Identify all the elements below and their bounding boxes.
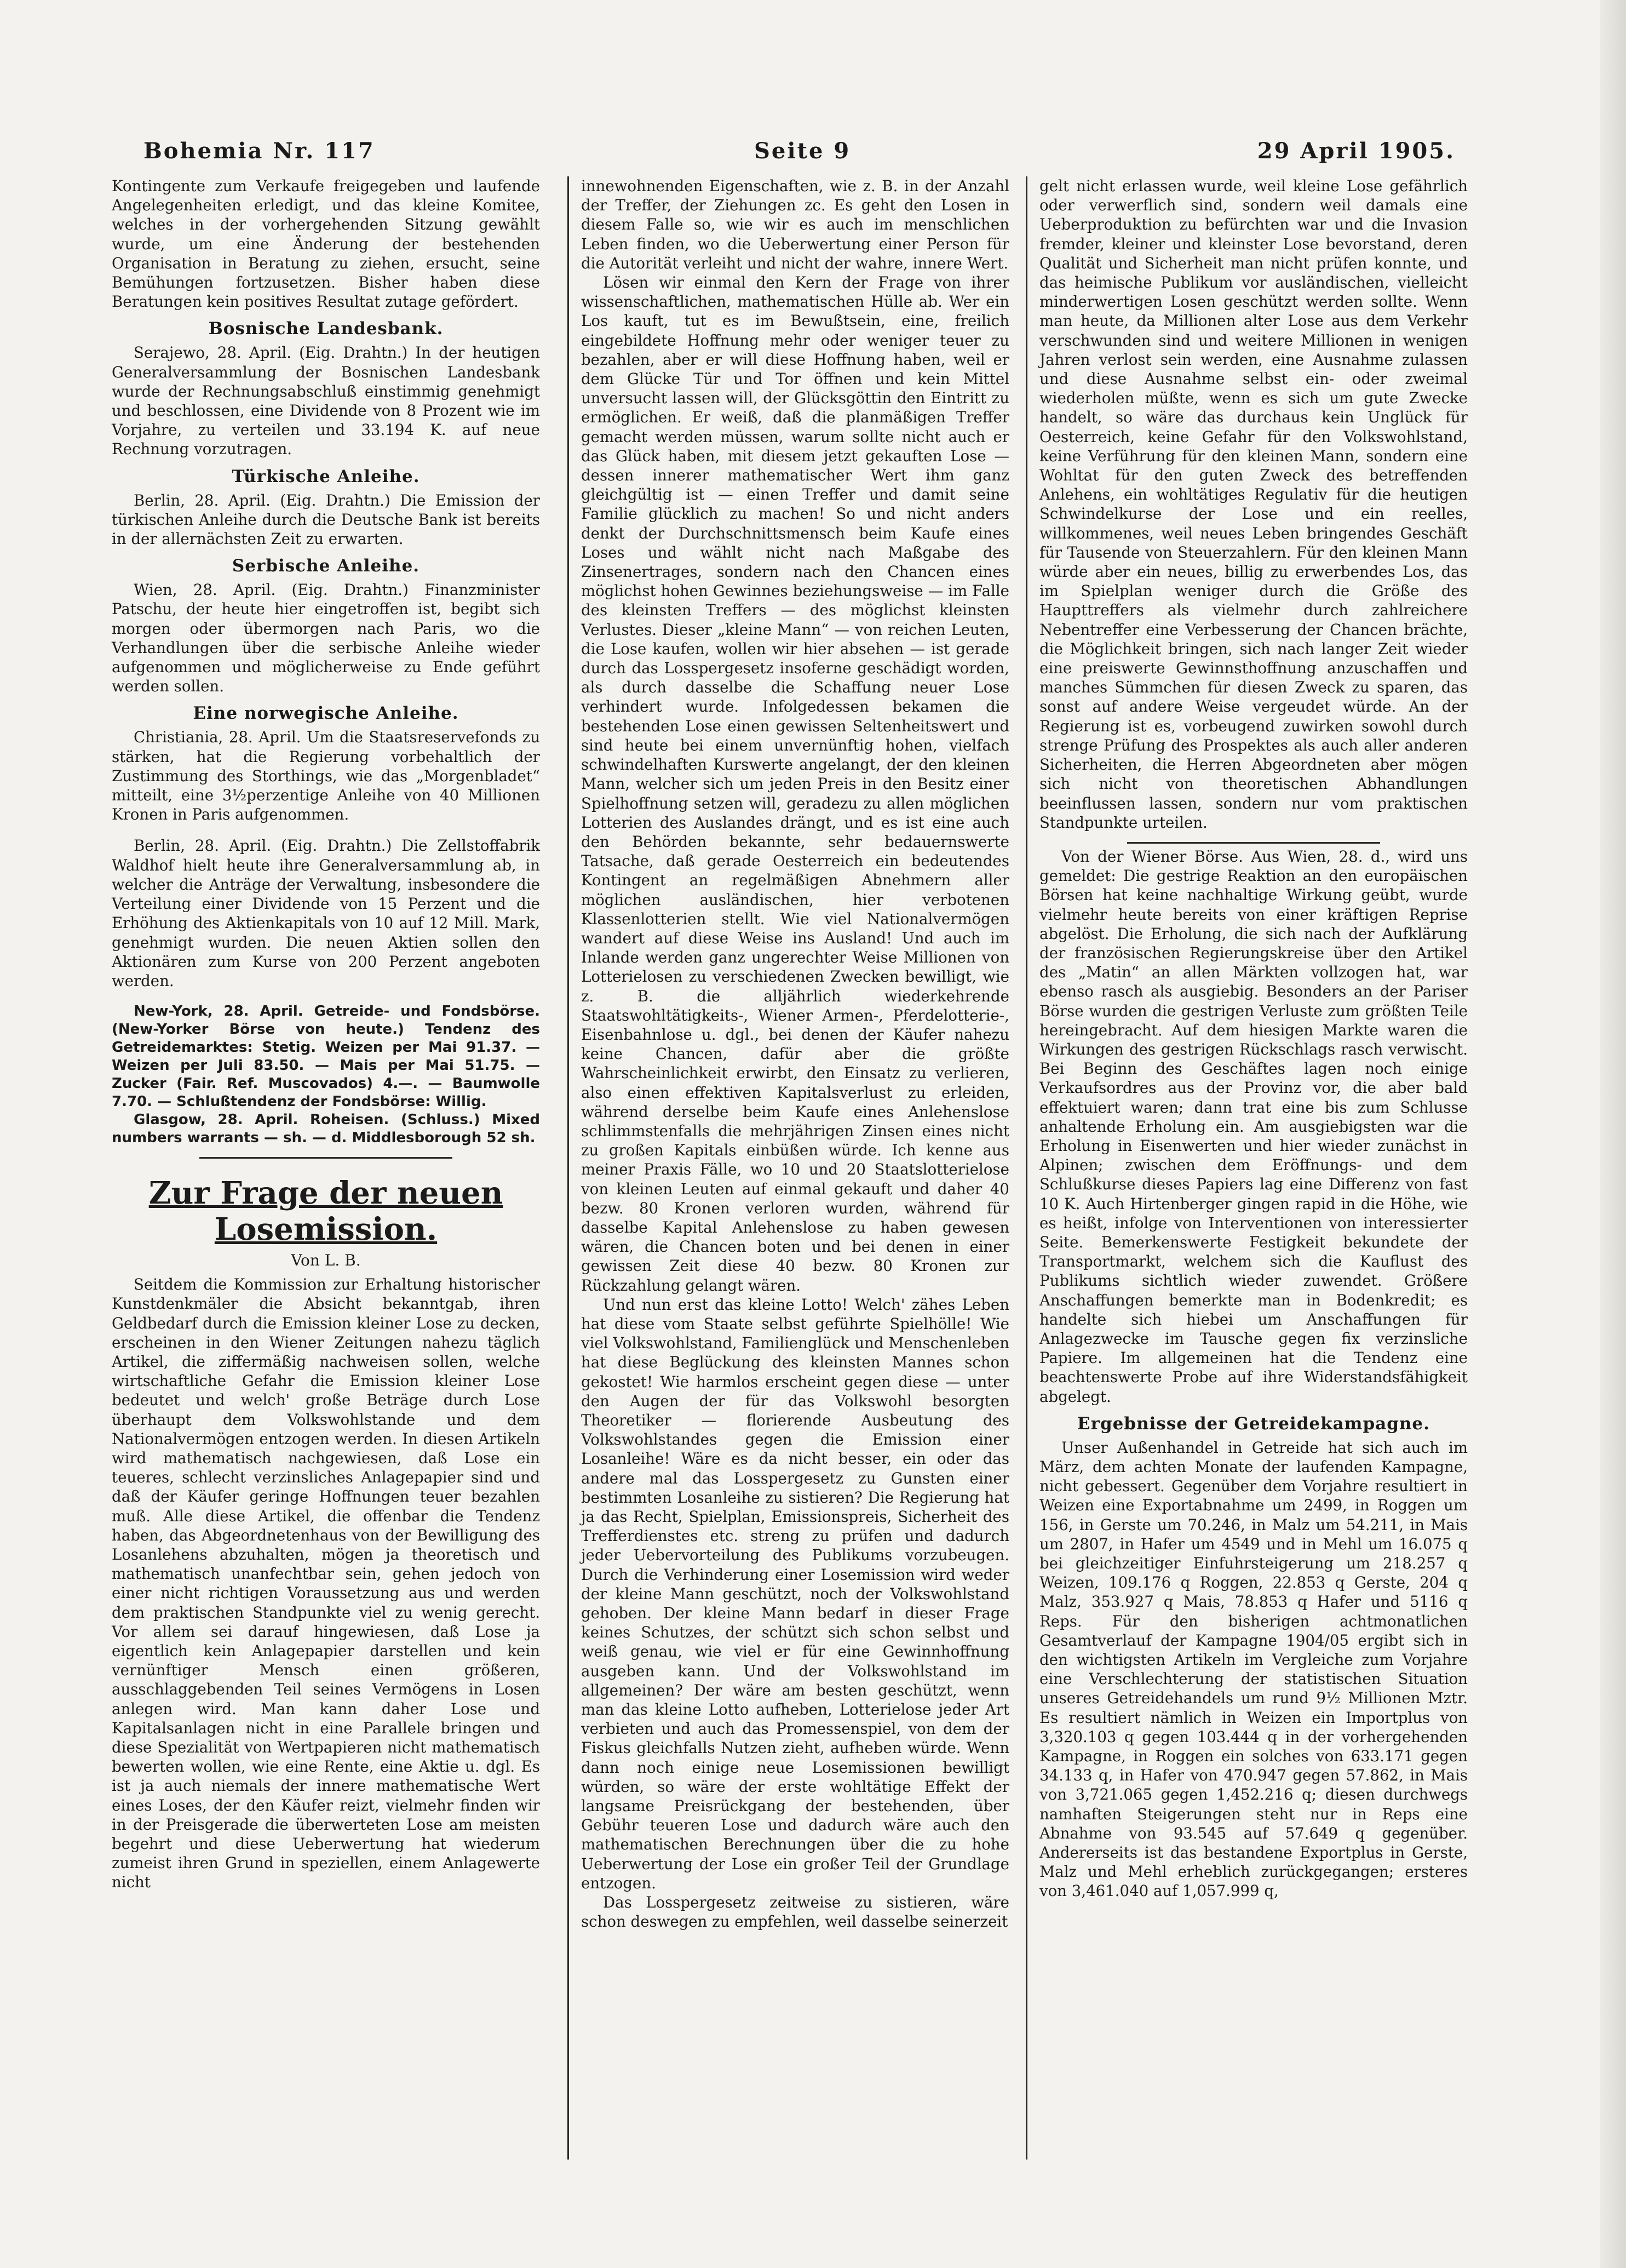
column-rule-1 — [567, 176, 569, 2160]
column-3 — [1039, 176, 1468, 1901]
article-serbische-anleihe: Wien, 28. April. (Eig. Drahtn.) Finanzminister Patschu, der heute hier eingetroffen ist, begibt sich morgen oder übermorgen nach Paris, wo die Verhandlungen über die serbische Anleihe wieder aufgenommen und möglicherweise zu Ende geführt werden sollen. — [112, 581, 540, 696]
article-wiener-boerse: Von der Wiener Börse. Aus Wien, 28. d., wird uns gemeldet: Die gestrige Reaktion an den europäischen Börsen hat keine nachhaltige Wirkung geübt, wurde vielmehr heute bereits von einer kräftigen Reprise abgelöst. Die Erholung, die sich nach der Aufklärung der französischen Regierungskreise über den Artikel des „Matin“ an allen Märkten vollzogen hat, war ebenso rasch als ausgiebig. Besonders an der Pariser Börse wurden die gestrigen Verluste zum größten Teile hereingebracht. Auf dem hiesigen Markte waren die Wirkungen des gestrigen Rückschlags rasch verwischt. Bei Beginn des Geschäftes lagen noch einige Verkaufsordres aus der Provinz vor, die aber bald effektuiert waren; dann trat eine bis zum Schlusse anhaltende Erholung ein. Am ausgiebigsten war die Erholung in Eisenwerten und hier wieder zunächst in Alpinen; zwischen dem Eröffnungs- und dem Schlußkurse dieses Papiers lag eine Differenz von fast 10 K. Auch Hirtenberger gingen rapid in die Höhe, wie es heißt, infolge von Interventionen von interessierter Seite. Bemerkenswerte Festigkeit bekundete der Transportmarkt, welchem sich die Kauflust des Publikums sichtlich wieder zuwendet. Größere Anschaffungen bemerkte man in Bodenkredit; es handelte sich hiebei um Anschaffungen für Anlagezwecke im Tausche gegen fix verzinsliche Papiere. Im allgemeinen hat die Tendenz eine beachtenswerte Probe auf ihre Widerstandsfähigkeit abgelegt. — [1039, 847, 1468, 1406]
header-date: 29 April 1905. — [1257, 138, 1455, 164]
article-losemission-part-3: Lösen wir einmal den Kern der Frage von ihrer wissenschaftlichen, mathematischen Hülle ab. Wer ein Los kauft, tut es im Bewußtsein, eine, freilich eingebildete Hoffnung mehr oder weniger teuer zu bezahlen, aber er will diese Hoffnung haben, weil er dem Glücke Tür und Tor öffnen und kein Mittel unversucht lassen will, der Glücksgöttin den Eintritt zu ermöglichen. Er weiß, daß die planmäßigen Treffer gemacht werden müssen, warum sollte nicht auch er das Glück haben, mit diesem jetzt gekauften Lose — dessen innerer mathematischer Wert ihm ganz gleichgültig ist — einen Treffer und damit seine Familie glücklich zu machen! So und nicht anders denkt der Durchschnittsmensch beim Kaufe eines Loses und wählt nicht nach Maßgabe des Zinsenertrages, sondern nach den Chancen eines möglichst hohen Gewinnes beziehungsweise — im Falle des kleinsten Treffers — des möglichst kleinsten Verlustes. Dieser „kleine Mann“ — von reichen Leuten, die Lose kaufen, wollen wir hier absehen — ist gerade durch das Losspergesetz insoferne geschädigt worden, als durch dasselbe die Schaffung neuer Lose verhindert wurde. Infolgedessen bekamen die bestehenden Lose einen gewissen Seltenheitswert und sind heute bei einem unvernünftig hohen, vielfach schwindelhaften Kurswerte angelangt, der den kleinen Mann, welcher sich um jeden Preis in den Besitz einer Spielhoffnung setzen will, geradezu zu allen möglichen Lotterien des Auslandes drängt, und es ist eine auch den Behörden bekannte, sehr bedauernswerte Tatsache, daß gerade Oesterreich ein bedeutendes Kontingent an regelmäßigen Abnehmern aller möglichen ausländischen, hier verbotenen Klassenlotterien stellt. Wie viel Nationalvermögen wandert auf diese Weise ins Ausland! Und auch im Inlande werden ganz ungerechter Weise Millionen von Lotterielosen zu verschiedenen Zwecken bewilligt, wie z. B. die alljährlich wiederkehrende Staatswohltätigkeits-, Wiener Armen-, Pferdelotterie-, Eisenbahnlose u. dgl., bei denen der Käufer nahezu keine Chancen, dafür aber die größte Wahrscheinlichkeit erwirbt, den Einsatz zu verlieren, also einen effektiven Kapitalsverlust zu erleiden, während derselbe beim Kaufe eines Anlehenslose schlimmstenfalls die mehrjährigen Zinsen eines nicht zu großen Kapitals einbüßen würde. Ich kenne aus meiner Praxis Fälle, wo 10 und 20 Staatslotterielose von kleinen Leuten auf einmal gekauft und daher 40 bezw. 80 Kronen verloren wurden, während für dasselbe Kapital Anlehenslose zu haben gewesen wären, die Chancen boten und bei denen in einer gewissen Zeit diese 40 bezw. 80 Kronen zur Rückzahlung gelangt wären. — [581, 273, 1009, 1295]
article-kontingente: Kontingente zum Verkaufe freigegeben und laufende Angelegenheiten erledigt, und das kleine Komitee, welches in der vorhergehenden Sitzung gewählt wurde, um eine Änderung der bestehenden Organisation in Beratung zu ziehen, ersucht, seine Bemühungen fortzusetzen. Bisher haben diese Beratungen kein positives Resultat zutage gefördert. — [112, 177, 540, 311]
article-norwegische-anleihe: Christiania, 28. April. Um die Staatsreservefonds zu stärken, hat die Regierung vorbehaltlich der Zustimmung des Storthings, wie das „Morgenbladet“ mitteilt, eine 3½perzentige Anleihe von 40 Millionen Kronen in Paris aufgenommen. — [112, 728, 540, 824]
heading-getreidekampagne: Ergebnisse der Getreidekampagne. — [1077, 1413, 1430, 1434]
heading-norwegische-anleihe: Eine norwegische Anleihe. — [193, 703, 459, 724]
article-losemission-part-2: innewohnenden Eigenschaften, wie z. B. in der Anzahl der Treffer, der Ziehungen zc. Es geht den Losen in diesem Falle so, wie wir es auch im menschlichen Leben finden, wo die Ueberwertung einer Person für die Autorität verleiht und nicht der wahre, innere Wert. — [581, 177, 1009, 272]
article-losemission-part-4: Und nun erst das kleine Lotto! Welch' zähes Leben hat diese vom Staate selbst geführte Spielhölle! Wie viel Volkswohlstand, Familienglück und Menschenleben hat diese Beglückung des kleinsten Mannes schon gekostet! Wie harmlos erscheint gegen diese — unter den Augen der für das Volkswohl besorgten Theoretiker — florierende Ausbeutung des Volkswohlstandes gegen die Emission einer Losanleihe! Wäre es da nicht besser, ein oder das andere mal das Losspergesetz zu Gunsten einer bestimmten Losanleihe zu sistieren? Die Regierung hat ja das Recht, Spielplan, Emissionspreis, Sicherheit des Trefferdienstes etc. streng zu prüfen und dadurch jeder Uebervorteilung des Publikums vorzubeugen. Durch die Verhinderung einer Losemission wird weder der kleine Mann geschützt, noch der Volkswohlstand gehoben. Der kleine Mann bedarf in dieser Frage keines Schutzes, der schützt sich schon selbst und weiß genau, wie viel er für eine Gewinnhoffnung ausgeben kann. Und der Volkswohlstand im allgemeinen? Der wäre am besten geschützt, wenn man das kleine Lotto aufheben, Lotterielose jeder Art verbieten und auch das Promessenspiel, von dem der Fiskus gleichfalls Nutzen zieht, aufheben würde. Wenn dann noch einige neue Losemissionen bewilligt würden, so wäre der erste wohltätige Effekt der langsame Preisrückgang der bestehenden, über Gebühr teueren Lose und dadurch wäre auch den mathematischen Berechnungen über die zu hohe Ueberwertung der Lose ein großer Teil der Grundlage entzogen. — [581, 1295, 1009, 1892]
article-tuerkische-anleihe: Berlin, 28. April. (Eig. Drahtn.) Die Emission der türkischen Anleihe durch die Deutsche Bank ist bereits in der allernächsten Zeit zu erwarten. — [112, 491, 540, 548]
heading-tuerkische-anleihe: Türkische Anleihe. — [232, 466, 420, 486]
article-bosnische-landesbank: Serajewo, 28. April. (Eig. Drahtn.) In der heutigen Generalversammlung der Bosnischen Landesbank wurde der Rechnungsabschluß einstimmig genehmigt und beschlossen, eine Dividende von 8 Prozent wie im Vorjahre, zu verteilen und 33.194 K. auf neue Rechnung vorzutragen. — [112, 343, 540, 459]
article-losemission-part-1: Seitdem die Kommission zur Erhaltung historischer Kunstdenkmäler die Absicht bekanntgab, ihren Geldbedarf durch die Emission kleiner Lose zu decken, erscheinen in den Wiener Zeitungen nahezu täglich Artikel, die ziffermäßig nachweisen sollen, welche wirtschaftliche Gefahr die Emission kleiner Lose bedeutet und welch' große Beträge durch Lose überhaupt dem Volkswohlstande und dem Nationalvermögen entzogen werden. In diesen Artikeln wird mathematisch nachgewiesen, daß Lose ein teueres, schlecht verzinsliches Anlagepapier sind und daß der Käufer geringe Hoffnungen teuer bezahlen muß. Alle diese Artikel, die offenbar die Tendenz haben, das Abgeordnetenhaus von der Bewilligung des Losanlehens abzuhalten, mögen ja theoretisch und mathematisch unanfechtbar sein, gehen jedoch von einer nicht richtigen Voraussetzung aus und werden dem praktischen Standpunkte viel zu wenig gerecht. Vor allem sei darauf hingewiesen, daß Lose ja eigentlich kein Anlagepapier darstellen und kein vernünftiger Mensch einen größeren, ausschlaggebenden Teil seines Vermögens in Losen anlegen wird. Man kann daher Lose und Kapitalsanlagen nicht in eine Parallele bringen und diese Spezialität von Wertpapieren nicht mathematisch bewerten wollen, wie eine Rente, eine Aktie u. dgl. Es ist ja auch niemals der innere mathematische Wert eines Loses, der den Käufer reizt, vielmehr finden wir in der Preisgerade die überwerteten Lose am meisten begehrt und diese Ueberwertung hat wiederum zumeist ihren Grund in speziellen, einem Anlagewerte nicht — [112, 1275, 540, 1892]
byline: Von L. B. — [291, 1251, 361, 1270]
heading-losemission: Zur Frage der neuen Losemission. — [148, 1175, 503, 1248]
heading-serbische-anleihe: Serbische Anleihe. — [232, 556, 420, 576]
market-report-glasgow: Glasgow, 28. April. Roheisen. (Schluss.) Mixed numbers warrants — sh. — d. Middlesborough 52 sh. — [112, 1112, 540, 1147]
article-losemission-part-5: Das Losspergesetz zeitweise zu sistieren, wäre schon deswegen zu empfehlen, weil dasselbe seinerzeit — [581, 1893, 1009, 1931]
page-edge-shadow — [1600, 0, 1626, 2268]
market-report-newyork: New-York, 28. April. Getreide- und Fondsbörse. (New-Yorker Börse von heute.) Tendenz des Getreidemarktes: Stetig. Weizen per Mai 91.37. — Weizen per Juli 83.50. — Mais per Mai 51.75. — Zucker (Fair. Ref. Muscovados) 4.—. — Baumwolle 7.70. — Schlußtendenz der Fondsbörse: Willig. — [112, 1003, 540, 1110]
article-zellstoffabrik: Berlin, 28. April. (Eig. Drahtn.) Die Zellstoffabrik Waldhof hielt heute ihre Generalversammlung ab, in welcher die Anträge der Verwaltung, insbesondere die Verteilung einer Dividende von 15 Perzent und die Erhöhung des Aktienkapitals von 10 auf 12 Mill. Mark, genehmigt wurden. Die neuen Aktien sollen den Aktionären zum Kurse von 200 Perzent angeboten werden. — [112, 837, 540, 990]
market-report — [112, 1003, 540, 1147]
header-page-number: Seite 9 — [754, 138, 851, 164]
page-header — [143, 138, 1455, 171]
column-1 — [112, 176, 540, 1892]
header-issue: Bohemia Nr. 117 — [143, 138, 375, 164]
article-getreidekampagne: Unser Außenhandel in Getreide hat sich auch im März, dem achten Monate der laufenden Kampagne, nicht gebessert. Gegenüber dem Vorjahre resultiert in Weizen eine Exportabnahme um 2499, in Roggen um 156, in Gerste um 70.246, in Malz um 54.211, in Mais um 2807, in Hafer um 4549 und in Mehl um 16.075 q bei gleichzeitiger Einfuhrsteigerung um 218.257 q Weizen, 109.176 q Roggen, 22.853 q Gerste, 204 q Malz, 353.927 q Mais, 78.853 q Hafer und 5116 q Reps. Für den bisherigen achtmonatlichen Gesamtverlauf der Kampagne 1904/05 ergibt sich in den wichtigsten Artikeln im Vergleiche zum Vorjahre eine Verschlechterung der statistischen Situation unseres Getreidehandels um rund 9½ Millionen Mztr. Es resultiert nämlich in Weizen ein Importplus von 3,320.103 q gegen 103.444 q in der vorhergehenden Kampagne, in Roggen ein solches von 633.171 gegen 34.133 q, in Hafer von 470.947 gegen 57.862, in Mais von 3,721.065 gegen 1,452.216 q; diesen durchwegs namhaften Steigerungen steht nur in Reps eine Abnahme von 93.545 auf 57.649 q gegenüber. Andererseits ist das bestandene Exportplus in Gerste, Malz und Mehl erheblich zurückgegangen; ersteres von 3,461.040 auf 1,057.999 q, — [1039, 1438, 1468, 1900]
article-losemission-part-6: gelt nicht erlassen wurde, weil kleine Lose gefährlich oder verwerflich sind, sondern weil damals eine Ueberproduktion zu befürchten war und die Invasion fremder, kleiner und kleinster Lose bevorstand, deren Qualität und Sicherheit man nicht prüfen konnte, und das heimische Publikum vor ausländischen, vielleicht minderwertigen Losen geschützt werden sollte. Wenn man heute, da Millionen alter Lose aus dem Verkehr verschwunden sind und weitere Millionen in wenigen Jahren verlost sein werden, eine Ausnahme zulassen und diese Ausnahme selbst ein- oder zweimal wiederholen müßte, wenn es sich um gute Zwecke handelt, so wäre das durchaus kein Unglück für Oesterreich, keine Gefahr für den Volkswohlstand, keine Verführung für den kleinen Mann, sondern eine Wohltat für den guten Zweck des betreffenden Anlehens, ein wohltätiges Regulativ für die heutigen Schwindelkurse der Lose und ein reelles, willkommenes, weil neues Leben bringendes Geschäft für Tausende von Steuerzahlern. Für den kleinen Mann würde aber ein neues, billig zu erwerbendes Los, das im Spielplan weniger durch die Größe des Haupttreffers als vielmehr durch zahlreichere Nebentreffer eine Verbesserung der Chancen brächte, die Möglichkeit bringen, sich nach langer Zeit wieder eine preiswerte Gewinnsthoffnung anzuschaffen und manches Sümmchen für diesen Zweck zu sparen, das sonst auf andere Weise vergeudet würde. An der Regierung ist es, vorbeugend zuwirken sowohl durch strenge Prüfung des Prospektes als auch aller anderen Sicherheiten, die Herren Abgeordneten aber mögen sich nicht von theoretischen Abhandlungen beeinflussen lassen, sondern nur vom praktischen Standpunkte urteilen. — [1039, 177, 1468, 832]
column-rule-2 — [1026, 176, 1027, 2160]
heading-bosnische-landesbank: Bosnische Landesbank. — [208, 319, 444, 339]
section-divider-2 — [1127, 842, 1380, 844]
section-divider — [199, 1157, 452, 1159]
column-2 — [581, 176, 1009, 1931]
